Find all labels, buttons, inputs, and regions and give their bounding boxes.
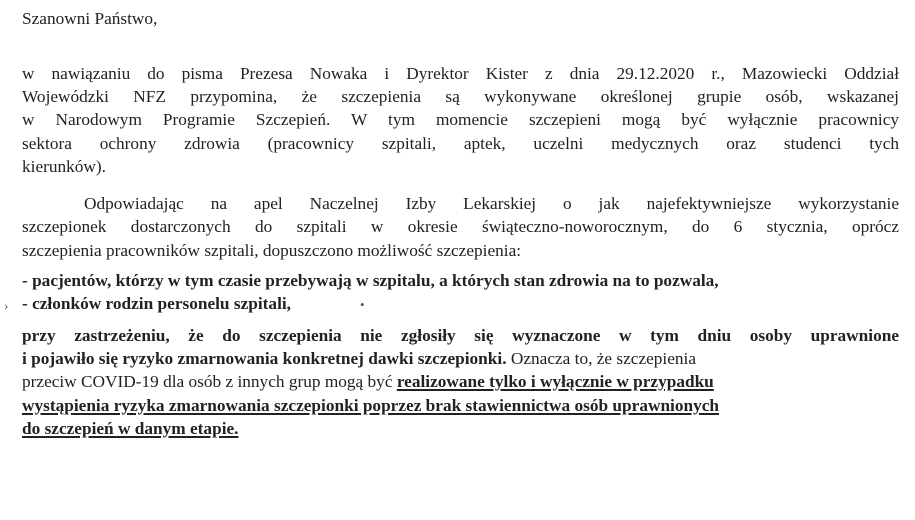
condition-line-2-tail: Oznacza to, że szczepienia <box>506 349 697 368</box>
paragraph-1-line-3: w Narodowym Programie Szczepień. W tym momencie szczepieni mogą być wyłącznie pracownicy <box>22 110 899 129</box>
paragraph-1-line-1: w nawiązaniu do pisma Prezesa Nowaka i Dyrektor Kister z dnia 29.12.2020 r., Mazowiecki Oddział <box>22 64 899 83</box>
margin-mark: › <box>4 298 9 313</box>
paragraph-1-line-5: kierunków). <box>22 157 106 176</box>
final-line-1 <box>22 371 899 393</box>
paragraph-2-line-1: Odpowiadając na apel Naczelnej Izby Lekarskiej o jak najefektywniejsze wykorzystanie <box>84 194 899 213</box>
condition-line-2-bold: i pojawiło się ryzyko zmarnowania konkretnej dawki szczepionki. <box>22 349 507 368</box>
paragraph-2-line-3: szczepienia pracowników szpitali, dopuszczono możliwość szczepienia: <box>22 241 522 260</box>
final-underlined-3: do szczepień w danym etapie. <box>22 419 239 438</box>
condition-line-1: przy zastrzeżeniu, że do szczepienia nie zgłosiły się wyznaczone w tym dniu osoby uprawnione <box>22 326 899 345</box>
paragraph-1-line-2: Wojewódzki NFZ przypomina, że szczepienia są wykonywane określonej grupie osób, wskazanej <box>22 87 899 106</box>
final-prefix: przeciw COVID-19 dla osób z innych grup mogą być <box>22 372 397 391</box>
condition-line-2 <box>22 348 899 370</box>
final-underlined-1: realizowane tylko i wyłącznie w przypadku <box>396 372 714 391</box>
salutation: Szanowni Państwo, <box>22 9 158 28</box>
bullet-family: - członków rodzin personelu szpitali, <box>22 294 291 313</box>
stray-mark: • <box>360 297 365 312</box>
paragraph-2-line-2: szczepionek dostarczonych do szpitali w okresie świąteczno-noworocznym, do 6 stycznia, oprócz <box>22 217 899 236</box>
final-underlined-2: wystąpienia ryzyka zmarnowania szczepionki poprzez brak stawiennictwa osób uprawnionych <box>22 396 720 415</box>
paragraph-1-line-4: sektora ochrony zdrowia (pracownicy szpitali, aptek, uczelni medycznych oraz studenci tych <box>22 134 899 153</box>
bullet-patients: - pacjentów, którzy w tym czasie przebywają w szpitalu, a których stan zdrowia na to pozwala, <box>22 271 719 290</box>
